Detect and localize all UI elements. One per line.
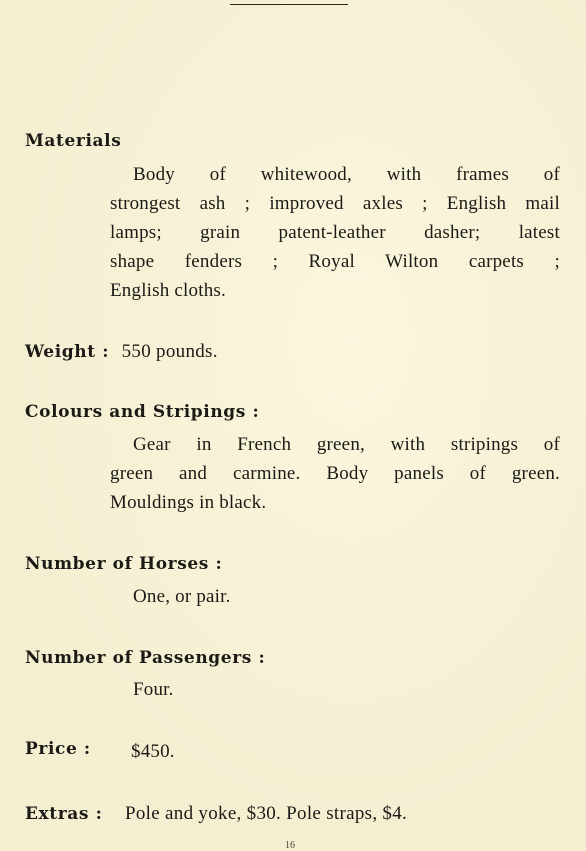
materials-paragraph bbox=[110, 160, 560, 305]
colours-line-1: Gear in French green, with stripings of bbox=[133, 434, 560, 455]
weight-value: 550 pounds. bbox=[121, 341, 218, 362]
materials-line-3: lamps; grain patent-leather dasher; latest bbox=[110, 222, 560, 243]
materials-line-1: Body of whitewood, with frames of bbox=[133, 164, 560, 185]
top-rule bbox=[230, 4, 348, 5]
colours-line-3: Mouldings in black. bbox=[110, 492, 267, 513]
weight-heading: Weight : bbox=[25, 342, 110, 362]
extras-value: Pole and yoke, $30. Pole straps, $4. bbox=[125, 803, 408, 824]
extras-heading: Extras : bbox=[25, 804, 103, 824]
colours-line-2: green and carmine. Body panels of green. bbox=[110, 463, 560, 484]
price-value: $450. bbox=[131, 741, 175, 762]
materials-line-2: strongest ash ; improved axles ; English mail bbox=[110, 193, 560, 214]
materials-heading: Materials bbox=[25, 131, 122, 151]
passengers-value: Four. bbox=[133, 679, 174, 700]
materials-line-5: English cloths. bbox=[110, 280, 226, 301]
horses-heading: Number of Horses : bbox=[25, 554, 223, 574]
price-heading: Price : bbox=[25, 739, 91, 759]
page-number: 16 bbox=[285, 840, 295, 851]
weight-row bbox=[25, 341, 218, 363]
extras-row bbox=[25, 803, 407, 825]
horses-value: One, or pair. bbox=[133, 586, 231, 607]
colours-heading: Colours and Stripings : bbox=[25, 402, 260, 422]
colours-paragraph bbox=[110, 430, 560, 517]
materials-line-4: shape fenders ; Royal Wilton carpets ; bbox=[110, 251, 560, 272]
passengers-heading: Number of Passengers : bbox=[25, 648, 266, 668]
